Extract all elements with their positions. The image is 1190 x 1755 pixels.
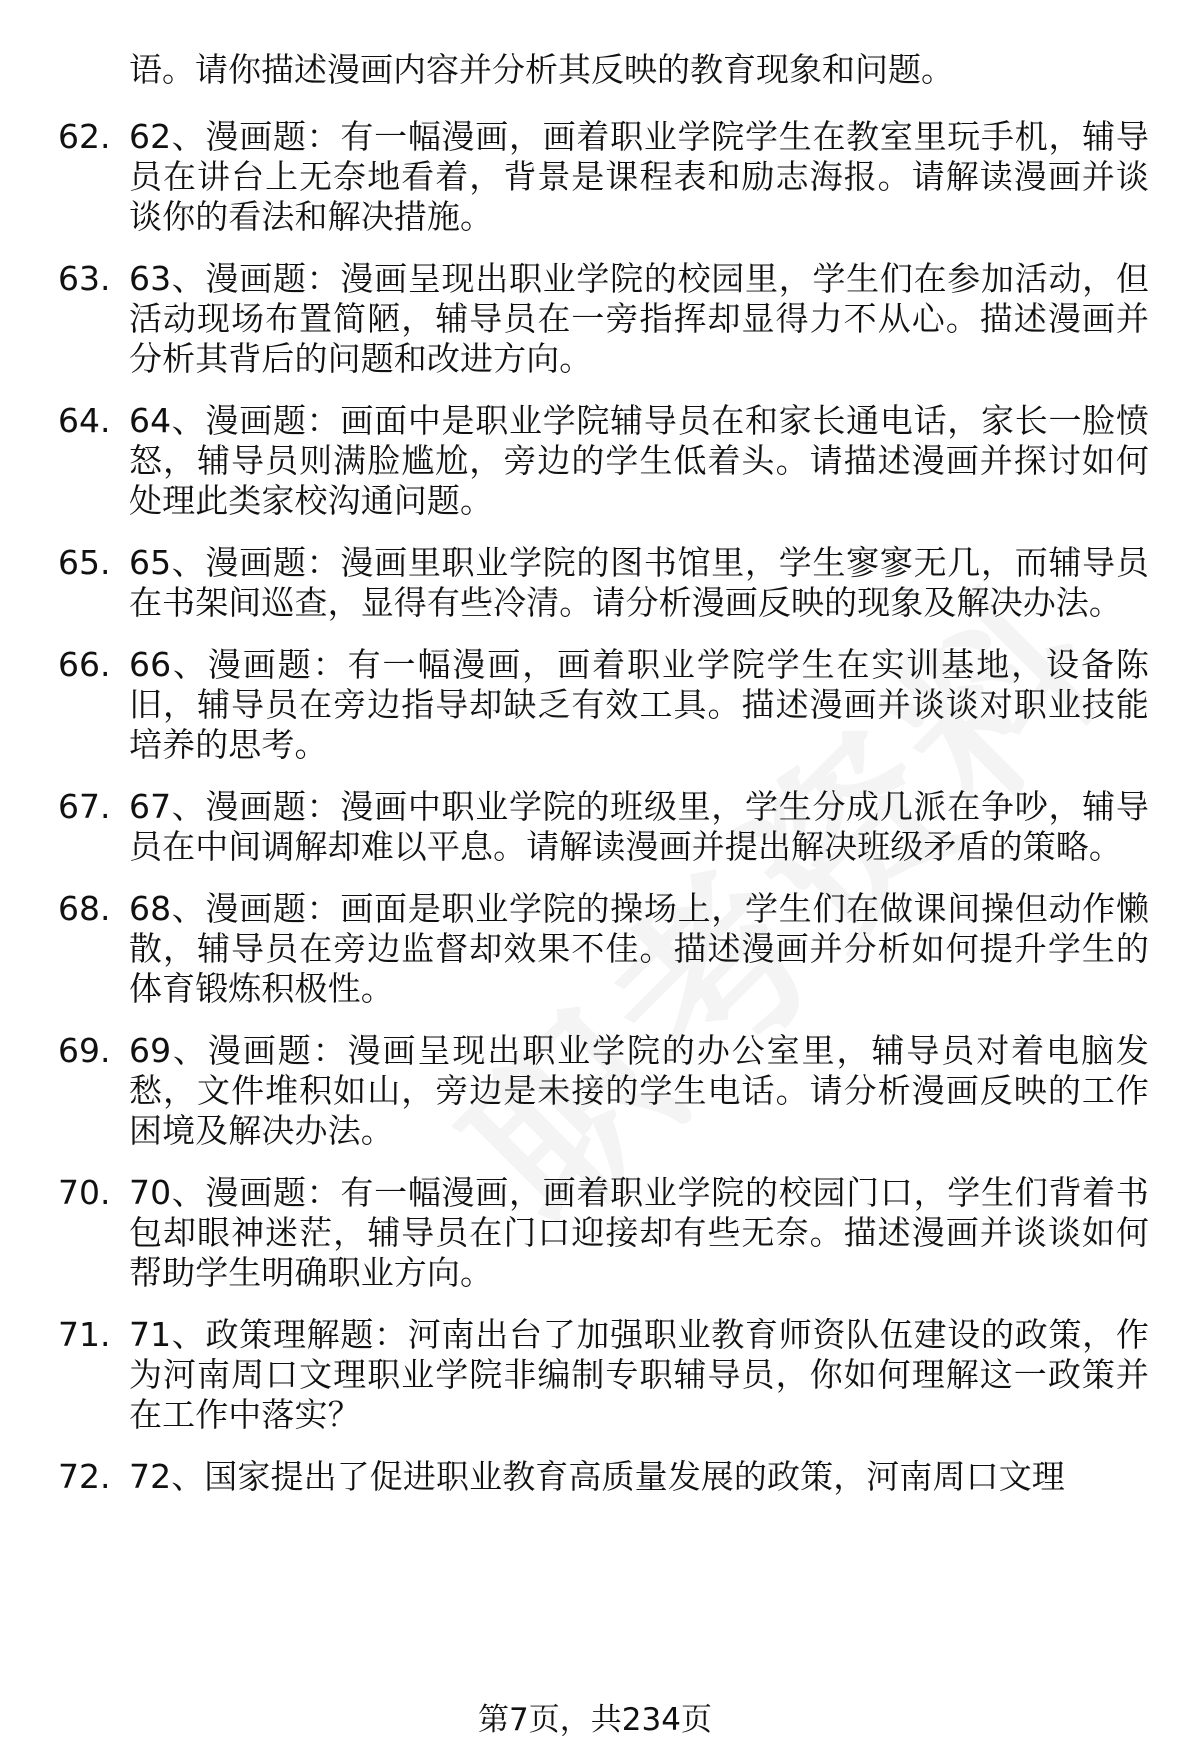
- question-list: [0, 117, 1190, 1519]
- list-item: [0, 645, 1190, 765]
- list-item: [0, 1315, 1190, 1435]
- item-text: 67、漫画题：漫画中职业学院的班级里，学生分成几派在争吵，辅导员在中间调解却难以平息。请解读漫画并提出解决班级矛盾的策略。: [129, 787, 1149, 866]
- item-number: 68.: [58, 889, 111, 928]
- item-text: 68、漫画题：画面是职业学院的操场上，学生们在做课间操但动作懒散，辅导员在旁边监督却效果不佳。描述漫画并分析如何提升学生的体育锻炼积极性。: [129, 889, 1149, 1008]
- item-number: 63.: [58, 259, 111, 298]
- page-footer: 第7页，共234页: [478, 1702, 712, 1738]
- item-text: 62、漫画题：有一幅漫画，画着职业学院学生在教室里玩手机，辅导员在讲台上无奈地看着，背景是课程表和励志海报。请解读漫画并谈谈你的看法和解决措施。: [129, 117, 1149, 236]
- list-item: [0, 889, 1190, 1009]
- item-text: 69、漫画题：漫画呈现出职业学院的办公室里，辅导员对着电脑发愁，文件堆积如山，旁边是未接的学生电话。请分析漫画反映的工作困境及解决办法。: [129, 1031, 1149, 1150]
- list-item: [0, 1173, 1190, 1293]
- continued-text: 语。请你描述漫画内容并分析其反映的教育现象和问题。: [129, 50, 954, 89]
- item-number: 69.: [58, 1031, 111, 1070]
- item-number: 66.: [58, 645, 111, 684]
- item-text: 70、漫画题：有一幅漫画，画着职业学院的校园门口，学生们背着书包却眼神迷茫，辅导员在门口迎接却有些无奈。描述漫画并谈谈如何帮助学生明确职业方向。: [129, 1173, 1149, 1292]
- item-text: 66、漫画题：有一幅漫画，画着职业学院学生在实训基地，设备陈旧，辅导员在旁边指导却缺乏有效工具。描述漫画并谈谈对职业技能培养的思考。: [129, 645, 1149, 764]
- item-text: 63、漫画题：漫画呈现出职业学院的校园里，学生们在参加活动，但活动现场布置简陋，辅导员在一旁指挥却显得力不从心。描述漫画并分析其背后的问题和改进方向。: [129, 259, 1149, 378]
- item-number: 62.: [58, 117, 111, 156]
- item-text: 64、漫画题：画面中是职业学院辅导员在和家长通电话，家长一脸愤怒，辅导员则满脸尴尬，旁边的学生低着头。请描述漫画并探讨如何处理此类家校沟通问题。: [129, 401, 1149, 520]
- item-number: 67.: [58, 787, 111, 826]
- item-number: 64.: [58, 401, 111, 440]
- item-number: 65.: [58, 543, 111, 582]
- list-item: [0, 543, 1190, 623]
- item-text: 72、国家提出了促进职业教育高质量发展的政策，河南周口文理: [129, 1457, 1065, 1496]
- list-item: [0, 259, 1190, 379]
- list-item: [0, 787, 1190, 867]
- list-item: [0, 401, 1190, 521]
- item-text: 65、漫画题：漫画里职业学院的图书馆里，学生寥寥无几，而辅导员在书架间巡查，显得有些冷清。请分析漫画反映的现象及解决办法。: [129, 543, 1149, 622]
- list-item: [0, 1457, 1190, 1497]
- list-item: [0, 1031, 1190, 1151]
- item-number: 72.: [58, 1457, 111, 1496]
- item-number: 70.: [58, 1173, 111, 1212]
- item-number: 71.: [58, 1315, 111, 1354]
- list-item: [0, 117, 1190, 237]
- item-text: 71、政策理解题：河南出台了加强职业教育师资队伍建设的政策，作为河南周口文理职业学院非编制专职辅导员，你如何理解这一政策并在工作中落实？: [129, 1315, 1149, 1434]
